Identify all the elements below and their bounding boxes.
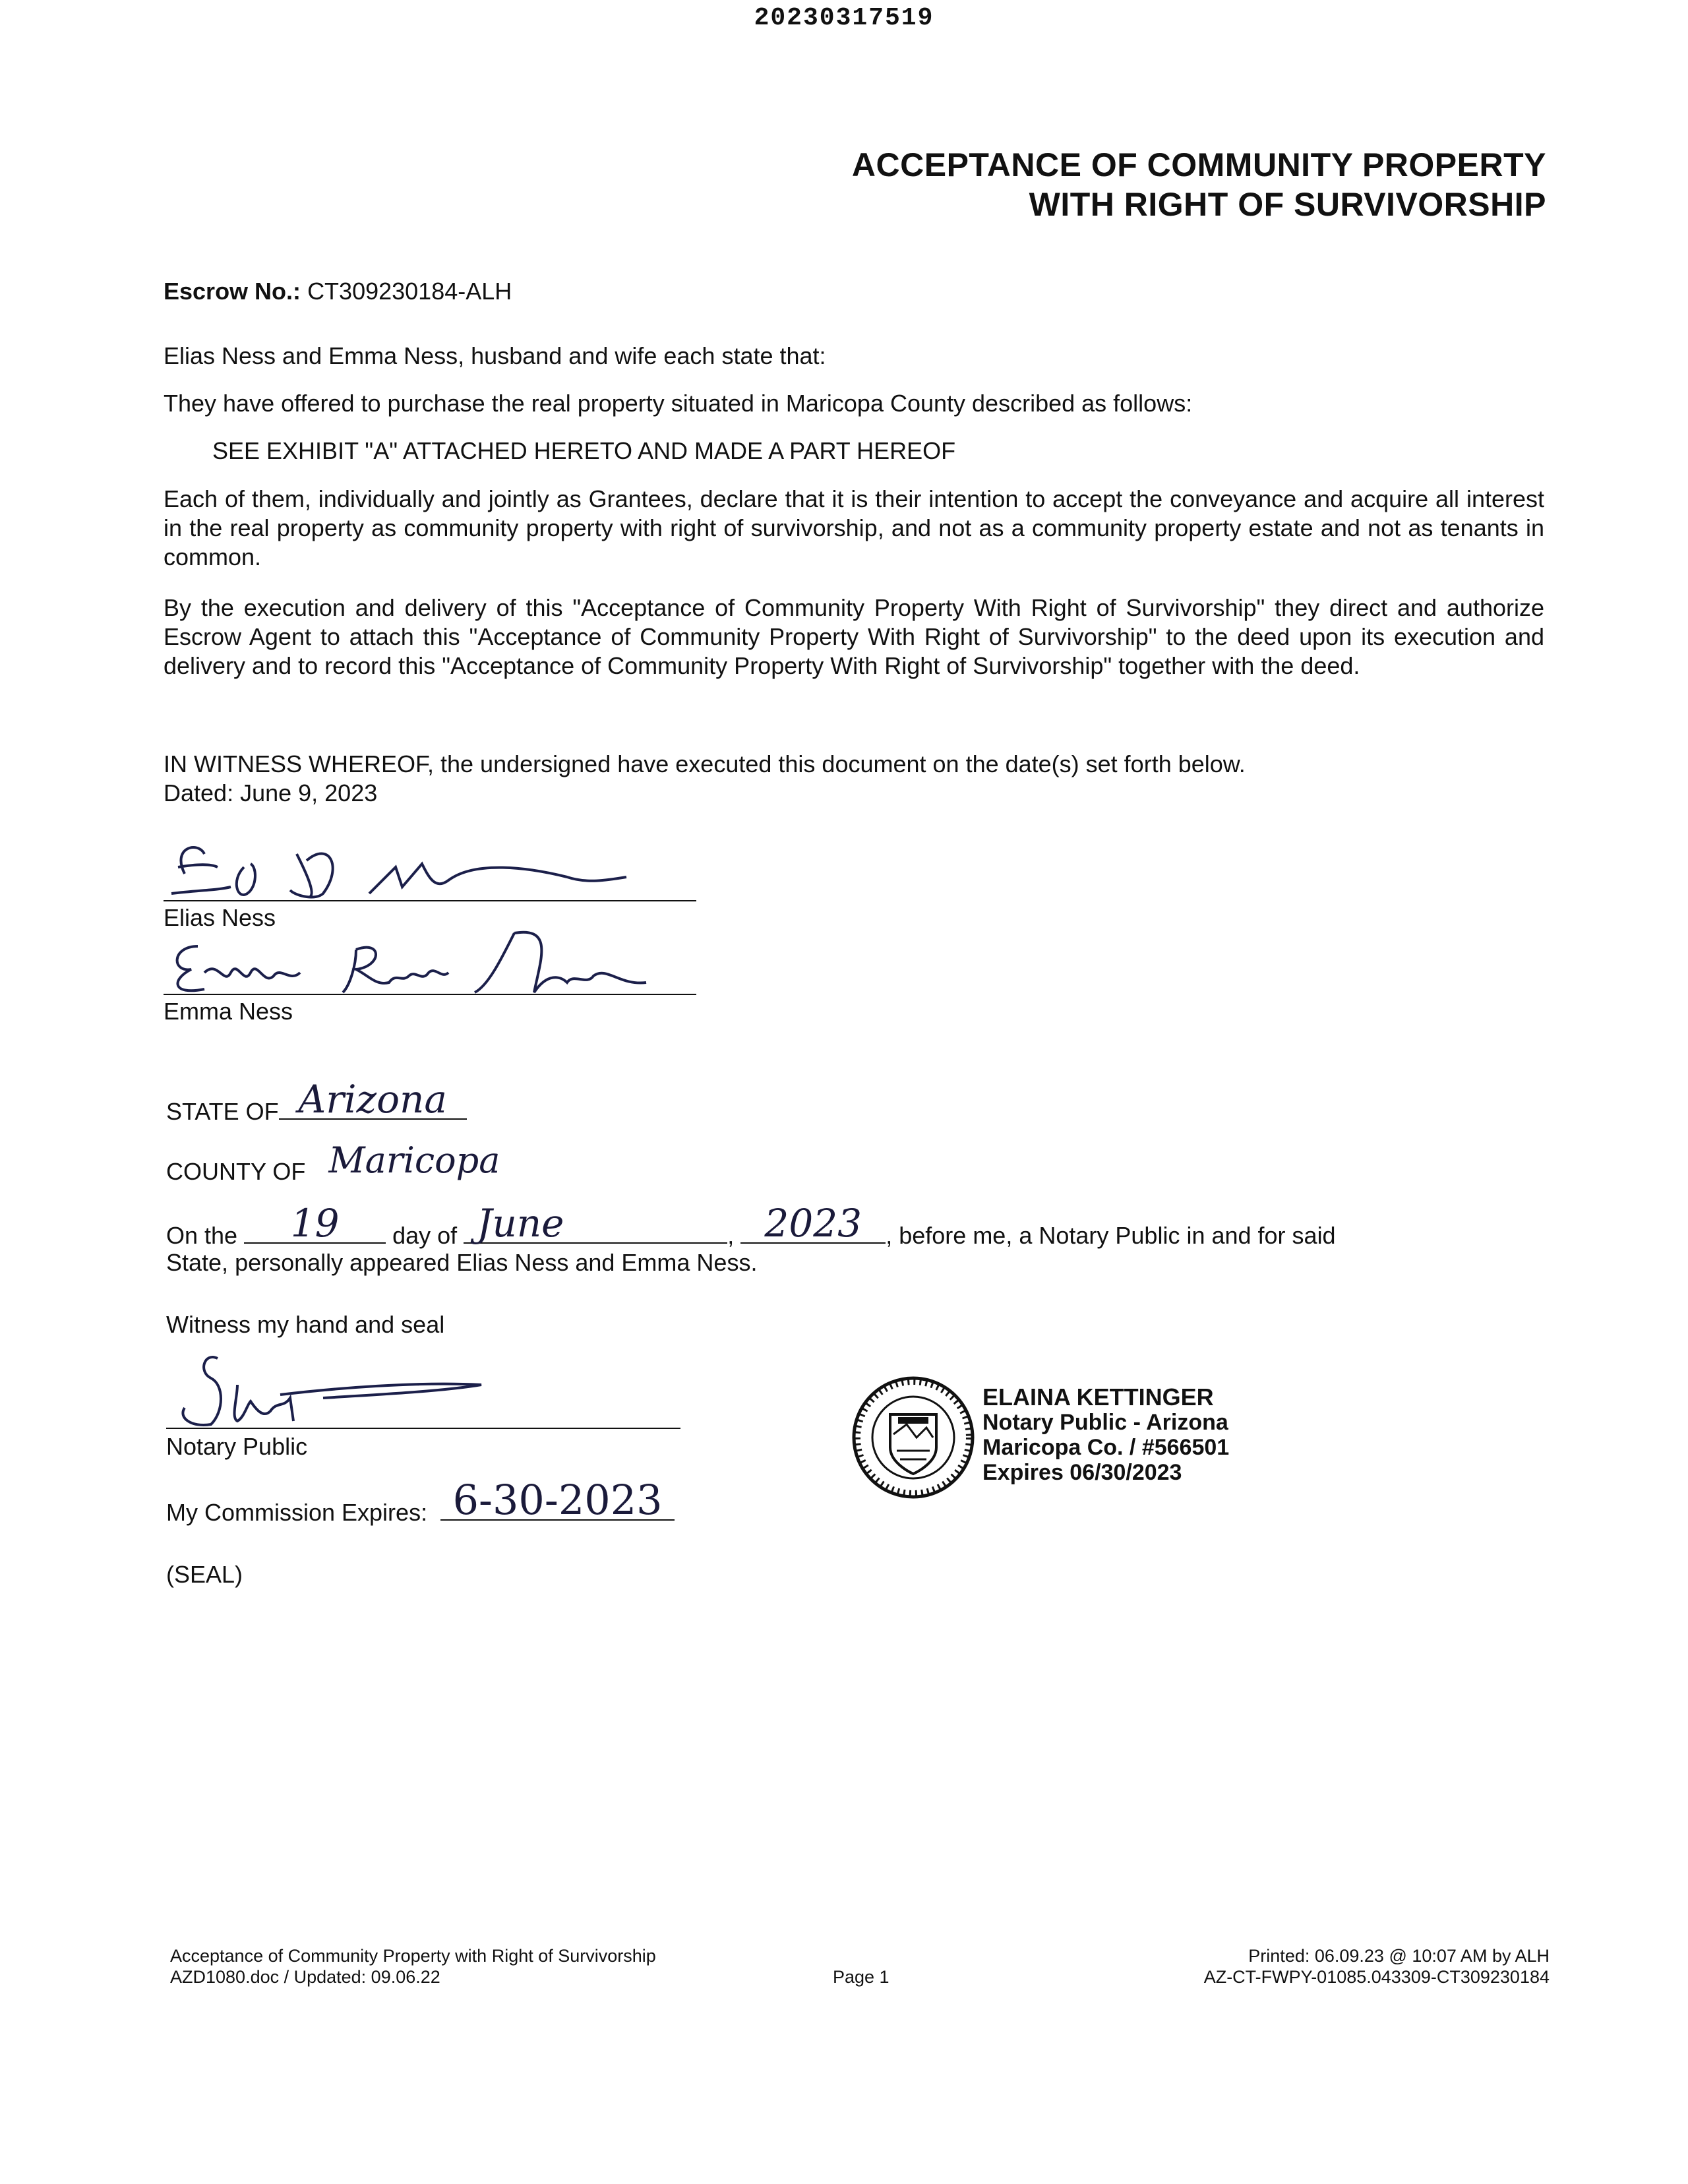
footer-right xyxy=(1204,1945,1550,1987)
footer-printed: Printed: 06.09.23 @ 10:07 AM by ALH xyxy=(1248,1946,1550,1966)
day-field xyxy=(244,1201,386,1246)
comma: , xyxy=(727,1222,735,1249)
signer-name-2: Emma Ness xyxy=(164,998,293,1025)
state-handwritten: Arizona xyxy=(298,1077,447,1122)
notary-stamp-county: Maricopa Co. / #566501 xyxy=(982,1435,1230,1460)
signature-line-1 xyxy=(164,900,696,901)
notary-signature xyxy=(165,1345,508,1431)
paragraph-intention: Each of them, individually and jointly as Grantees, declare that it is their intention to accept the conveyance and acquire all interest in the real property as community property with right of survivorship, and not as a community property estate and not as tenants in common. xyxy=(164,485,1544,570)
dated-line: Dated: June 9, 2023 xyxy=(164,779,378,806)
commission-handwritten: 6-30-2023 xyxy=(452,1476,663,1524)
day-handwritten: 19 xyxy=(290,1201,340,1246)
county-line xyxy=(166,1139,516,1186)
escrow-label: Escrow No.: xyxy=(164,278,301,305)
day-of-label: day of xyxy=(392,1222,458,1249)
state-label: STATE OF xyxy=(166,1098,279,1125)
notary-stamp-expires: Expires 06/30/2023 xyxy=(982,1460,1182,1485)
state-line xyxy=(166,1077,467,1126)
footer-file-updated: AZD1080.doc / Updated: 09.06.22 xyxy=(170,1967,440,1987)
commission-field xyxy=(440,1476,675,1524)
personally-appeared: State, personally appeared Elias Ness and Emma Ness. xyxy=(166,1249,758,1276)
commission-label: My Commission Expires: xyxy=(166,1499,428,1526)
county-field xyxy=(312,1139,516,1181)
notary-stamp-title: Notary Public - Arizona xyxy=(982,1410,1228,1435)
year-field xyxy=(740,1201,886,1246)
escrow-number xyxy=(164,277,512,306)
escrow-value: CT309230184-ALH xyxy=(307,278,512,305)
title-line-2: WITH RIGHT OF SURVIVORSHIP xyxy=(1029,186,1546,223)
notary-stamp-text xyxy=(982,1385,1229,1485)
witness-whereof: IN WITNESS WHEREOF, the undersigned have executed this document on the date(s) set forth below. xyxy=(164,750,1246,777)
footer-page-number: Page 1 xyxy=(833,1967,889,1987)
notary-public-label: Notary Public xyxy=(166,1433,308,1460)
title-line-1: ACCEPTANCE OF COMMUNITY PROPERTY xyxy=(851,146,1546,183)
paragraph-purchase: They have offered to purchase the real property situated in Maricopa County described as follows: xyxy=(164,390,1193,417)
commission-line xyxy=(166,1476,675,1527)
footer-document-name: Acceptance of Community Property with Right of Survivorship xyxy=(170,1946,656,1966)
seal-label: (SEAL) xyxy=(166,1561,243,1588)
signature-line-2 xyxy=(164,994,696,995)
notary-stamp-name: ELAINA KETTINGER xyxy=(982,1383,1214,1410)
month-field xyxy=(464,1201,727,1246)
county-label: COUNTY OF xyxy=(166,1158,306,1185)
before-me-text: , before me, a Notary Public in and for said xyxy=(886,1222,1336,1249)
paragraph-parties: Elias Ness and Emma Ness, husband and wife each state that: xyxy=(164,342,826,369)
month-handwritten: June xyxy=(477,1201,564,1246)
on-the-label: On the xyxy=(166,1222,238,1249)
county-handwritten: Maricopa xyxy=(328,1139,500,1181)
notary-seal-icon xyxy=(851,1375,976,1500)
paragraph-authorization: By the execution and delivery of this "Acceptance of Community Property With Right of Survivorship" they direct and authorize Escrow Agent to attach this "Acceptance of Community Property With Right of Survivorship" to the deed upon its execution and delivery and to record this "Acceptance of Community Property With Right of Survivorship" together with the deed. xyxy=(164,594,1544,679)
footer-file-code: AZ-CT-FWPY-01085.043309-CT309230184 xyxy=(1203,1967,1550,1987)
notary-signature-line xyxy=(166,1428,680,1429)
recording-number: 20230317519 xyxy=(754,4,934,32)
acknowledgment-date-line xyxy=(166,1201,1336,1250)
state-field xyxy=(279,1077,467,1122)
witness-hand-seal: Witness my hand and seal xyxy=(166,1311,445,1338)
signature-emma-ness xyxy=(158,920,673,999)
year-handwritten: 2023 xyxy=(764,1201,862,1246)
exhibit-reference: SEE EXHIBIT "A" ATTACHED HERETO AND MADE A PART HEREOF xyxy=(212,437,956,464)
document-title xyxy=(852,145,1546,224)
signature-elias-ness xyxy=(158,828,633,903)
footer-left xyxy=(170,1945,656,1987)
signer-name-1: Elias Ness xyxy=(164,904,276,931)
